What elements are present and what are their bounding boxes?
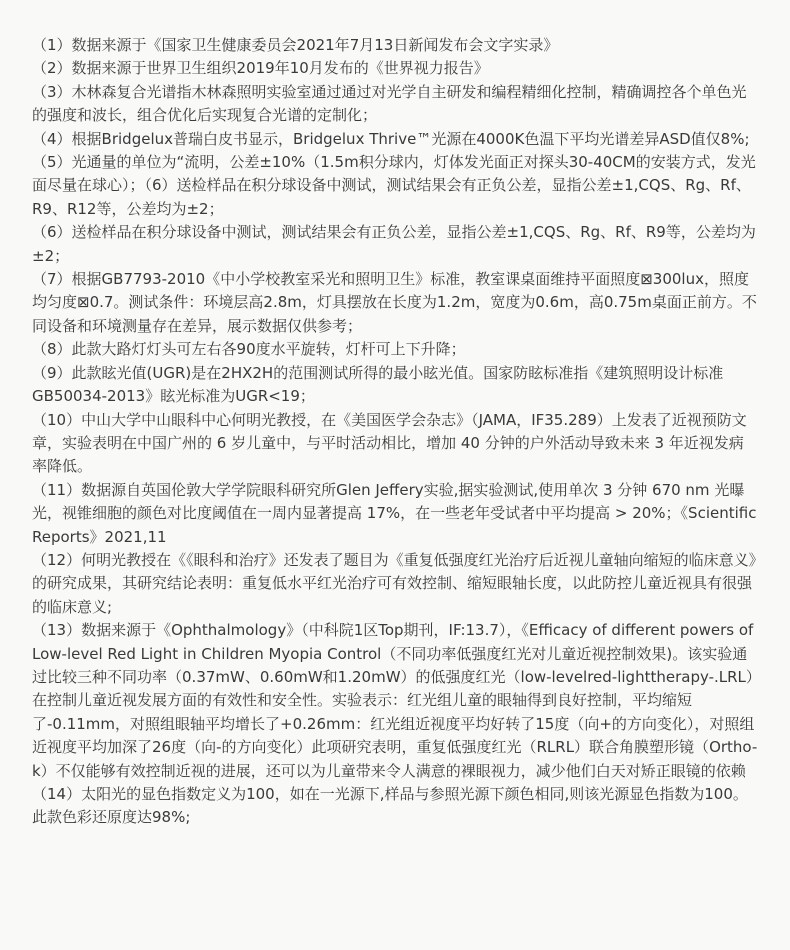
footnote-14: （14）太阳光的显色指数定义为100，如在一光源下,样品与参照光源下颜色相同,则该光源显色指数为100。此款色彩还原度达98%; [32, 785, 748, 827]
footnote-10: （10）中山大学中山眼科中心何明光教授，在《美国医学会杂志》（JAMA，IF35.289）上发表了近视预防文章，实验表明在中国广州的 6 岁儿童中，与平时活动相比，增加 40 分钟的户外活动导致未来 3 年近视发病率降低。 [32, 410, 747, 476]
footnote-11: （11）数据源自英国伦敦大学学院眼科研究所Glen Jeffery实验,据实验测试,使用单次 3 分钟 670 nm 光曝光，视锥细胞的颜色对比度阈值在一周内显著提高 17%，在一些老年受试者中平均提高 > 20%；《Scientific Reports》2021,11 [32, 480, 757, 546]
footnote-9: （9）此款眩光值(UGR)是在2HX2H的范围测试所得的最小眩光值。国家防眩标准指《建筑照明设计标准GB50034-2013》眩光标准为UGR<19； [32, 363, 724, 406]
footnote-1: （1）数据来源于《国家卫生健康委员会2021年7月13日新闻发布会文字实录》 [32, 36, 559, 54]
footnote-3: （3）木林森复合光谱指木林森照明实验室通过通过对光学自主研发和编程精细化控制，精确调控各个单色光的强度和波长，组合优化后实现复合光谱的定制化； [32, 82, 747, 125]
footnote-5: （5）光通量的单位为“流明，公差±10%（1.5m积分球内，灯体发光面正对探头30-40CM的安装方式，发光面尽量在球心）；（6）送检样品在积分球设备中测试，测试结果会有正负公差，显指公差±1,CQS、Rg、Rf、R9、R12等，公差均为±2； [32, 153, 756, 218]
footnote-12: （12）何明光教授在《《眼科和治疗》还发表了题目为《重复低强度红光治疗后近视儿童轴向缩短的临床意义》的研究成果，其研究结论表明：重复低水平红光治疗可有效控制、缩短眼轴长度，以此防控儿童近视具有很强的临床意义; [32, 550, 757, 616]
footnote-8: （8）此款大路灯灯头可左右各90度水平旋转，灯杆可上下升降； [32, 340, 466, 359]
footnote-2: （2）数据来源于世界卫生组织2019年10月发布的《世界视力报告》 [32, 59, 489, 78]
footnote-4: （4）根据Bridgelux普瑞白皮书显示，Bridgelux Thrive™光源在4000K色温下平均光谱差异ASD值仅8%; [32, 129, 750, 148]
footnote-7: （7）根据GB7793-2010《中小学校教室采光和照明卫生》标准，教室课桌面维持平面照度⊠300lux，照度均匀度⊠0.7。测试条件：环境层高2.8m，灯具摆放在长度为1.2m，宽度为0.6m，高0.75m桌面正前方。不同设备和环境测量存在差异，展示数据仅供参考； [32, 270, 757, 335]
footnotes-list [32, 34, 758, 830]
footnote-6: （6）送检样品在积分球设备中测试，测试结果会有正负公差，显指公差±1,CQS、Rg、Rf、R9等，公差均为±2； [32, 223, 756, 265]
footnote-13: （13）数据来源于《Ophthalmology》（中科院1区Top期刊，IF:13.7），《Efficacy of different powers of Low-level Red Light in Children Myopia Control（不同功率低强度红光对儿童近视控制效果)。该实验通过比较三种不同功率（0.37mW、0.60mW和1.20mW）的低强度红光（low-levelred-lighttherapy-.LRL）在控制儿童近视发展方面的有效性和安全性。实验表示：红光组儿童的眼轴得到良好控制，平均缩短了-0.11mm，对照组眼轴平均增长了+0.26mm：红光组近视度平均好转了15度（向+的方向变化），对照组近视度平均加深了26度（向-的方向变化）此项研究表明，重复低强度红光（RLRL）联合角膜塑形镜（Ortho-k）不仅能够有效控制近视的进展，还可以为儿童带来令人满意的裸眼视力，减少他们白天对矫正眼镜的依赖 [32, 621, 758, 780]
